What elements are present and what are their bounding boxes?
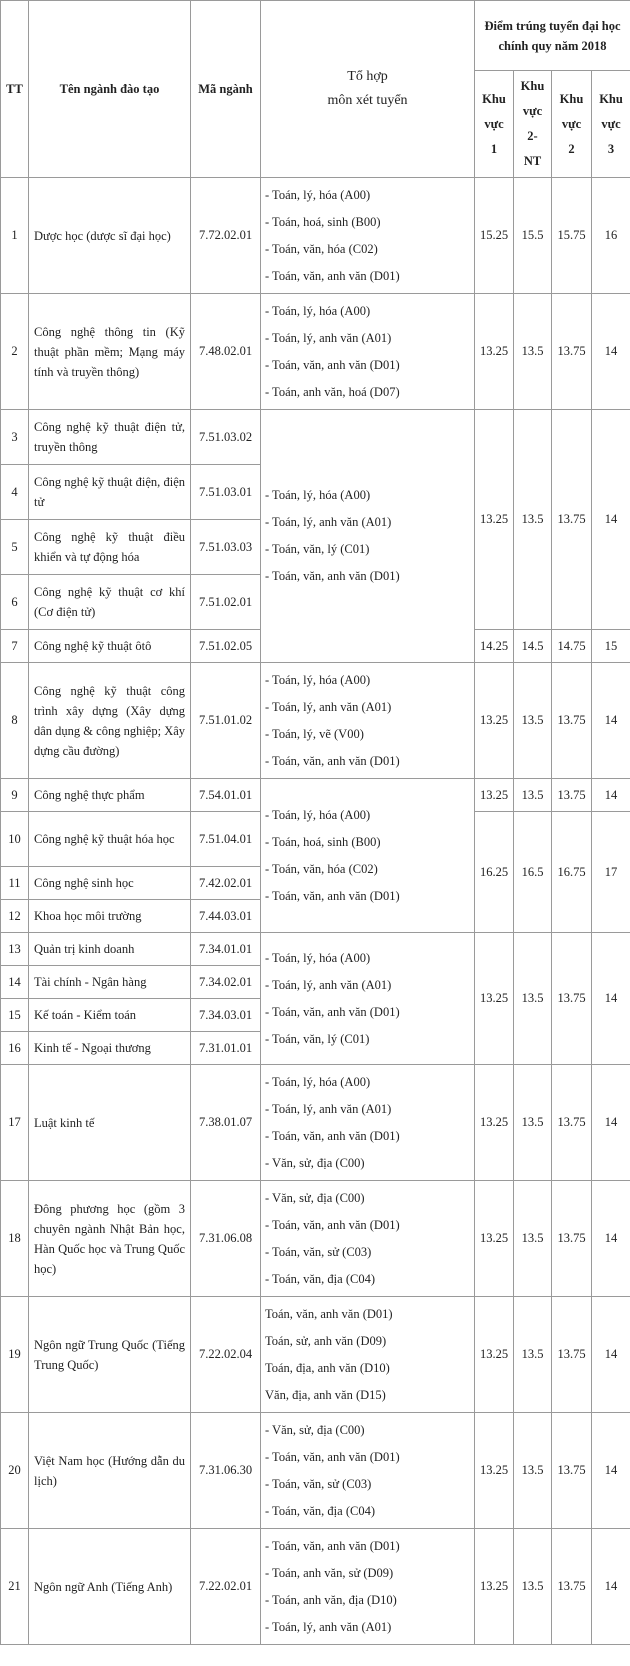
header-kv2-line: vực [561,116,582,131]
major-name: Công nghệ kỹ thuật hóa học [29,812,191,867]
table-row [1,779,630,812]
combo-line: Toán, sử, anh văn (D09) [265,1333,387,1348]
combo-line: - Toán, văn, lý (C01) [265,542,370,556]
combo-line: - Toán, văn, sử (C03) [265,1244,372,1259]
major-code: 7.31.01.01 [191,1032,261,1065]
score-kv2: 16.75 [552,812,592,933]
combo-line: - Toán, văn, anh văn (D01) [265,1449,400,1464]
score-kv1: 13.25 [475,1529,514,1645]
combo-line: - Toán, văn, anh văn (D01) [265,1128,400,1143]
header-kv3-line: vực [601,116,621,131]
header-kv2nt-line: 2- [527,129,538,143]
subject-combos [261,1529,475,1645]
score-kv1: 13.25 [475,1181,514,1297]
table-row [1,1065,630,1181]
score-kv1: 13.25 [475,1297,514,1413]
combo-line: - Toán, văn, anh văn (D01) [265,753,400,768]
major-code: 7.44.03.01 [191,900,261,933]
header-kv3-line: 3 [607,141,615,156]
combo-line: - Toán, lý, anh văn (A01) [265,515,392,529]
score-kv3: 14 [592,1413,630,1529]
table-row [1,933,630,966]
combo-line: - Toán, hoá, sinh (B00) [265,834,381,849]
header-row [1,1,630,71]
combo-line: - Toán, văn, địa (C04) [265,1271,375,1286]
score-kv2: 13.75 [552,294,592,410]
row-number: 4 [1,465,29,520]
score-kv2nt: 13.5 [514,663,552,779]
header-major-name: Tên ngành đào tạo [29,1,191,178]
combo-line: - Toán, văn, anh văn (D01) [265,357,400,372]
score-kv2: 13.75 [552,1413,592,1529]
combo-line: - Toán, lý, anh văn (A01) [265,699,392,714]
row-number: 16 [1,1032,29,1065]
major-code: 7.38.01.07 [191,1065,261,1181]
score-kv3: 14 [592,1529,630,1645]
score-kv3: 14 [592,1065,630,1181]
combo-line: - Toán, lý, anh văn (A01) [265,977,392,992]
row-number: 13 [1,933,29,966]
subject-combos [261,1413,475,1529]
combo-line: - Toán, lý, hóa (A00) [265,1074,371,1089]
major-name: Luật kinh tế [29,1065,191,1181]
score-kv3: 14 [592,410,630,630]
combo-line: Toán, địa, anh văn (D10) [265,1360,390,1375]
header-kv2nt [514,71,552,178]
row-number: 20 [1,1413,29,1529]
subject-combos [261,1065,475,1181]
major-code: 7.34.03.01 [191,999,261,1032]
header-subject-combo [261,1,475,178]
score-kv2nt: 13.5 [514,779,552,812]
combo-line: - Toán, lý, anh văn (A01) [265,330,392,345]
header-kv2-line: 2 [568,141,575,156]
row-number: 12 [1,900,29,933]
subject-combos [261,1297,475,1413]
combo-line: - Toán, lý, hóa (A00) [265,672,371,687]
header-kv3-line: Khu [599,91,623,106]
combo-line: - Văn, sử, địa (C00) [265,1155,365,1170]
combo-line: - Toán, lý, hóa (A00) [265,807,371,822]
header-kv2-line: Khu [559,91,584,106]
major-name: Kế toán - Kiểm toán [29,999,191,1032]
header-kv1-line: Khu [482,91,506,106]
row-number: 21 [1,1529,29,1645]
score-kv2nt: 15.5 [514,178,552,294]
combo-line: - Toán, văn, anh văn (D01) [265,1538,400,1553]
major-name: Tài chính - Ngân hàng [29,966,191,999]
score-kv1: 13.25 [475,663,514,779]
major-code: 7.31.06.30 [191,1413,261,1529]
row-number: 19 [1,1297,29,1413]
combo-line: Văn, địa, anh văn (D15) [265,1387,386,1402]
table-row [1,1297,630,1413]
combo-line: - Toán, văn, hóa (C02) [265,861,378,876]
combo-line: - Toán, anh văn, địa (D10) [265,1592,397,1607]
major-code: 7.51.03.03 [191,520,261,575]
score-kv1: 16.25 [475,812,514,933]
combo-line: - Toán, hoá, sinh (B00) [265,214,381,229]
row-number: 15 [1,999,29,1032]
table-row [1,410,630,465]
score-kv1: 14.25 [475,630,514,663]
major-code: 7.54.01.01 [191,779,261,812]
score-kv3: 14 [592,1181,630,1297]
major-name: Công nghệ kỹ thuật ôtô [29,630,191,663]
major-code: 7.51.03.01 [191,465,261,520]
header-major-code: Mã ngành [191,1,261,178]
major-name: Quản trị kinh doanh [29,933,191,966]
table-row [1,1413,630,1529]
score-kv1: 15.25 [475,178,514,294]
major-code: 7.72.02.01 [191,178,261,294]
major-code: 7.22.02.01 [191,1529,261,1645]
score-kv2: 13.75 [552,1065,592,1181]
header-score: Điểm trúng tuyển đại học chính quy năm 2018 [475,1,630,71]
score-kv2: 13.75 [552,410,592,630]
score-kv2nt: 13.5 [514,1181,552,1297]
score-kv1: 13.25 [475,294,514,410]
score-kv3: 14 [592,1297,630,1413]
score-kv2nt: 13.5 [514,410,552,630]
major-name: Công nghệ kỹ thuật điện tử, truyền thông [29,410,191,465]
table-row [1,663,630,779]
major-name: Ngôn ngữ Anh (Tiếng Anh) [29,1529,191,1645]
combo-line: - Toán, văn, hóa (C02) [265,241,378,256]
major-name: Công nghệ kỹ thuật cơ khí (Cơ điện tử) [29,575,191,630]
combo-line: - Toán, lý, hóa (A00) [265,950,371,965]
combo-line: - Toán, lý, vẽ (V00) [265,726,364,741]
major-name: Công nghệ thực phẩm [29,779,191,812]
row-number: 11 [1,867,29,900]
score-kv1: 13.25 [475,1065,514,1181]
header-combo-line-1: Tổ hợp [347,69,388,84]
combo-line: - Toán, lý, hóa (A00) [265,187,371,202]
row-number: 17 [1,1065,29,1181]
major-code: 7.51.04.01 [191,812,261,867]
row-number: 2 [1,294,29,410]
major-code: 7.42.02.01 [191,867,261,900]
row-number: 6 [1,575,29,630]
score-kv2: 13.75 [552,1181,592,1297]
row-number: 5 [1,520,29,575]
combo-line: - Toán, văn, anh văn (D01) [265,888,400,903]
major-name: Kinh tế - Ngoại thương [29,1032,191,1065]
row-number: 8 [1,663,29,779]
header-kv1-line: vực [484,116,504,131]
header-kv2nt-line: vực [522,104,543,118]
score-kv2nt: 13.5 [514,1529,552,1645]
row-number: 1 [1,178,29,294]
score-kv2nt: 13.5 [514,1297,552,1413]
combo-line: - Văn, sử, địa (C00) [265,1422,365,1437]
header-kv2 [552,71,592,178]
score-kv1: 13.25 [475,1413,514,1529]
combo-line: - Toán, văn, lý (C01) [265,1031,370,1046]
score-kv2: 13.75 [552,1529,592,1645]
major-name: Công nghệ sinh học [29,867,191,900]
major-code: 7.34.01.01 [191,933,261,966]
score-kv2: 13.75 [552,1297,592,1413]
combo-line: - Toán, văn, anh văn (D01) [265,1004,400,1019]
combo-line: - Toán, anh văn, sử (D09) [265,1565,394,1580]
table-row [1,294,630,410]
subject-combos [261,178,475,294]
major-code: 7.34.02.01 [191,966,261,999]
major-name: Công nghệ thông tin (Kỹ thuật phần mềm; Mạng máy tính và truyền thông) [29,294,191,410]
combo-line: - Toán, văn, sử (C03) [265,1476,372,1491]
score-kv3: 14 [592,294,630,410]
major-name: Đông phương học (gồm 3 chuyên ngành Nhật Bản học, Hàn Quốc học và Trung Quốc học) [29,1181,191,1297]
combo-line: - Toán, lý, hóa (A00) [265,488,371,502]
major-code: 7.31.06.08 [191,1181,261,1297]
header-kv3 [592,71,630,178]
score-kv1: 13.25 [475,933,514,1065]
row-number: 7 [1,630,29,663]
subject-combos [261,779,475,933]
major-name: Việt Nam học (Hướng dẫn du lịch) [29,1413,191,1529]
score-kv2: 13.75 [552,933,592,1065]
score-kv3: 14 [592,663,630,779]
score-kv3: 14 [592,779,630,812]
major-code: 7.48.02.01 [191,294,261,410]
combo-line: - Toán, lý, hóa (A00) [265,303,371,318]
row-number: 10 [1,812,29,867]
combo-line: - Toán, lý, anh văn (A01) [265,1619,392,1634]
major-name: Công nghệ kỹ thuật điều khiển và tự động hóa [29,520,191,575]
row-number: 14 [1,966,29,999]
subject-combos [261,294,475,410]
row-number: 18 [1,1181,29,1297]
score-kv3: 15 [592,630,630,663]
subject-combos [261,663,475,779]
score-kv2nt: 16.5 [514,812,552,933]
table-row [1,1181,630,1297]
header-tt: TT [1,1,29,178]
table-row [1,1529,630,1645]
score-kv3: 16 [592,178,630,294]
combo-line: - Toán, văn, anh văn (D01) [265,268,400,283]
score-kv1: 13.25 [475,410,514,630]
major-code: 7.51.02.05 [191,630,261,663]
subject-combos [261,1181,475,1297]
header-kv2nt-line: Khu [520,79,545,93]
combo-line: - Toán, anh văn, hoá (D07) [265,384,400,399]
score-kv2: 14.75 [552,630,592,663]
major-name: Khoa học môi trường [29,900,191,933]
score-kv2nt: 13.5 [514,933,552,1065]
header-kv2nt-line: NT [523,154,542,168]
score-kv3: 17 [592,812,630,933]
major-name: Công nghệ kỹ thuật công trình xây dựng (Xây dựng dân dụng & công nghiệp; Xây dựng cầu đường) [29,663,191,779]
score-kv2: 15.75 [552,178,592,294]
header-kv1-line: 1 [490,141,498,156]
score-kv2: 13.75 [552,663,592,779]
score-kv3: 14 [592,933,630,1065]
major-name: Dược học (dược sĩ đại học) [29,178,191,294]
row-number: 9 [1,779,29,812]
combo-line: Toán, văn, anh văn (D01) [265,1306,393,1321]
major-name: Ngôn ngữ Trung Quốc (Tiếng Trung Quốc) [29,1297,191,1413]
subject-combos [261,933,475,1065]
score-kv2nt: 14.5 [514,630,552,663]
table-row [1,178,630,294]
score-kv2nt: 13.5 [514,1065,552,1181]
combo-line: - Văn, sử, địa (C00) [265,1190,365,1205]
row-number: 3 [1,410,29,465]
combo-line: - Toán, lý, anh văn (A01) [265,1101,392,1116]
major-name: Công nghệ kỹ thuật điện, điện tử [29,465,191,520]
header-kv1 [475,71,514,178]
combo-line: - Toán, văn, anh văn (D01) [265,1217,400,1232]
combo-line: - Toán, văn, địa (C04) [265,1503,375,1518]
major-code: 7.51.02.01 [191,575,261,630]
score-kv1: 13.25 [475,779,514,812]
major-code: 7.51.03.02 [191,410,261,465]
score-kv2nt: 13.5 [514,1413,552,1529]
subject-combos [261,410,475,663]
score-kv2: 13.75 [552,779,592,812]
major-code: 7.22.02.04 [191,1297,261,1413]
score-kv2nt: 13.5 [514,294,552,410]
major-code: 7.51.01.02 [191,663,261,779]
combo-line: - Toán, văn, anh văn (D01) [265,569,400,583]
header-combo-line-2: môn xét tuyển [327,93,408,108]
